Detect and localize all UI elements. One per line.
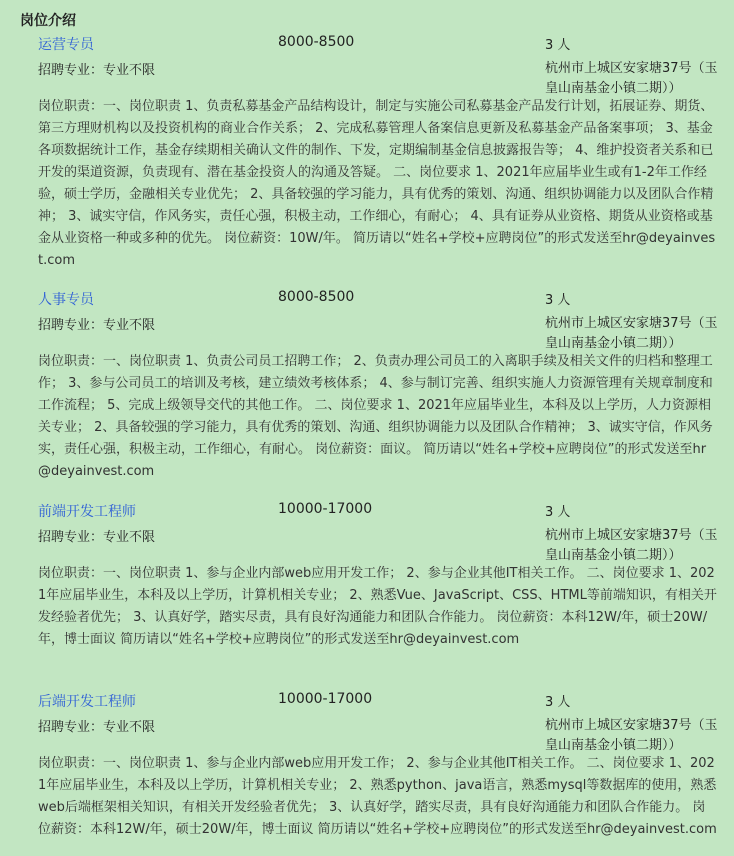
job-major: 招聘专业：专业不限	[38, 720, 156, 735]
job-address: 杭州市上城区安家塘37号（玉皇山南基金小镇二期））	[545, 718, 718, 753]
job-salary: 10000-17000	[278, 691, 373, 707]
job-major: 招聘专业：专业不限	[38, 530, 156, 545]
job-headcount: 3 人	[545, 695, 571, 710]
job-title-link[interactable]: 运营专员	[38, 37, 94, 53]
job-major: 招聘专业：专业不限	[38, 318, 156, 333]
job-headcount: 3 人	[545, 505, 571, 520]
job-salary: 8000-8500	[278, 289, 355, 305]
job-address: 杭州市上城区安家塘37号（玉皇山南基金小镇二期））	[545, 528, 718, 563]
job-title-link[interactable]: 人事专员	[38, 292, 94, 308]
job-salary: 10000-17000	[278, 501, 373, 517]
job-description: 岗位职责：一、岗位职责 1、参与企业内部web应用开发工作； 2、参与企业其他IT相关工作。 二、岗位要求 1、2021年应届毕业生，本科及以上学历，计算机相关专业； 2、熟悉Vue、JavaScript、CSS、HTML等前端知识，有相关开发经验者优先； 3、认真好学，踏实尽责，具有良好沟通能力和团队合作能力。 岗位薪资：本科12W/年，硕士20W/年，博士面议 简历请以“姓名+学校+应聘岗位”的形式发送至hr@deyainvest.com	[38, 566, 717, 647]
job-headcount: 3 人	[545, 38, 571, 53]
job-major: 招聘专业：专业不限	[38, 63, 156, 78]
job-description: 岗位职责：一、岗位职责 1、负责公司员工招聘工作； 2、负责办理公司员工的入离职手续及相关文件的归档和整理工作； 3、参与公司员工的培训及考核，建立绩效考核体系； 4、参与制订完善、组织实施人力资源管理有关规章制度和工作流程； 5、完成上级领导交代的其他工作。 二、岗位要求 1、2021年应届毕业生，本科及以上学历，人力资源相关专业； 2、具备较强的学习能力，具有优秀的策划、沟通、组织协调能力以及团队合作精神； 3、诚实守信，作风务实，责任心强，积极主动，工作细心，有耐心。 岗位薪资：面议。 简历请以“姓名+学校+应聘岗位”的形式发送至hr@deyainvest.com	[38, 354, 713, 479]
job-headcount: 3 人	[545, 293, 571, 308]
job-address: 杭州市上城区安家塘37号（玉皇山南基金小镇二期））	[545, 61, 718, 96]
job-salary: 8000-8500	[278, 34, 355, 50]
job-address: 杭州市上城区安家塘37号（玉皇山南基金小镇二期））	[545, 316, 718, 351]
job-description: 岗位职责：一、岗位职责 1、参与企业内部web应用开发工作； 2、参与企业其他IT相关工作。 二、岗位要求 1、2021年应届毕业生，本科及以上学历，计算机相关专业； 2、熟悉python、java语言，熟悉mysql等数据库的使用，熟悉web后端框架相关知识，有相关开发经验者优先； 3、认真好学，踏实尽责，具有良好沟通能力和团队合作能力。 岗位薪资：本科12W/年，硕士20W/年，博士面议 简历请以“姓名+学校+应聘岗位”的形式发送至hr@deyainvest.com	[38, 756, 717, 837]
job-title-link[interactable]: 后端开发工程师	[38, 694, 136, 710]
section-title: 岗位介绍	[20, 13, 76, 29]
job-description: 岗位职责：一、岗位职责 1、负责私募基金产品结构设计，制定与实施公司私募基金产品发行计划，拓展证券、期货、第三方理财机构以及投资机构的商业合作关系； 2、完成私募管理人备案信息更新及私募基金产品备案事项； 3、基金各项数据统计工作，基金存续期相关确认文件的制作、下发，定期编制基金信息披露报告等； 4、维护投资者关系和已开发的渠道资源，负责现有、潜在基金投资人的沟通及答疑。 二、岗位要求 1、2021年应届毕业生或有1-2年工作经验，硕士学历，金融相关专业优先； 2、具备较强的学习能力，具有优秀的策划、沟通、组织协调能力以及团队合作精神； 3、诚实守信，作风务实，责任心强，积极主动，工作细心，有耐心； 4、具有证券从业资格、期货从业资格或基金从业资格一种或多种的优先。 岗位薪资：10W/年。 简历请以“姓名+学校+应聘岗位”的形式发送至hr@deyainvest.com	[38, 99, 716, 268]
job-title-link[interactable]: 前端开发工程师	[38, 504, 136, 520]
